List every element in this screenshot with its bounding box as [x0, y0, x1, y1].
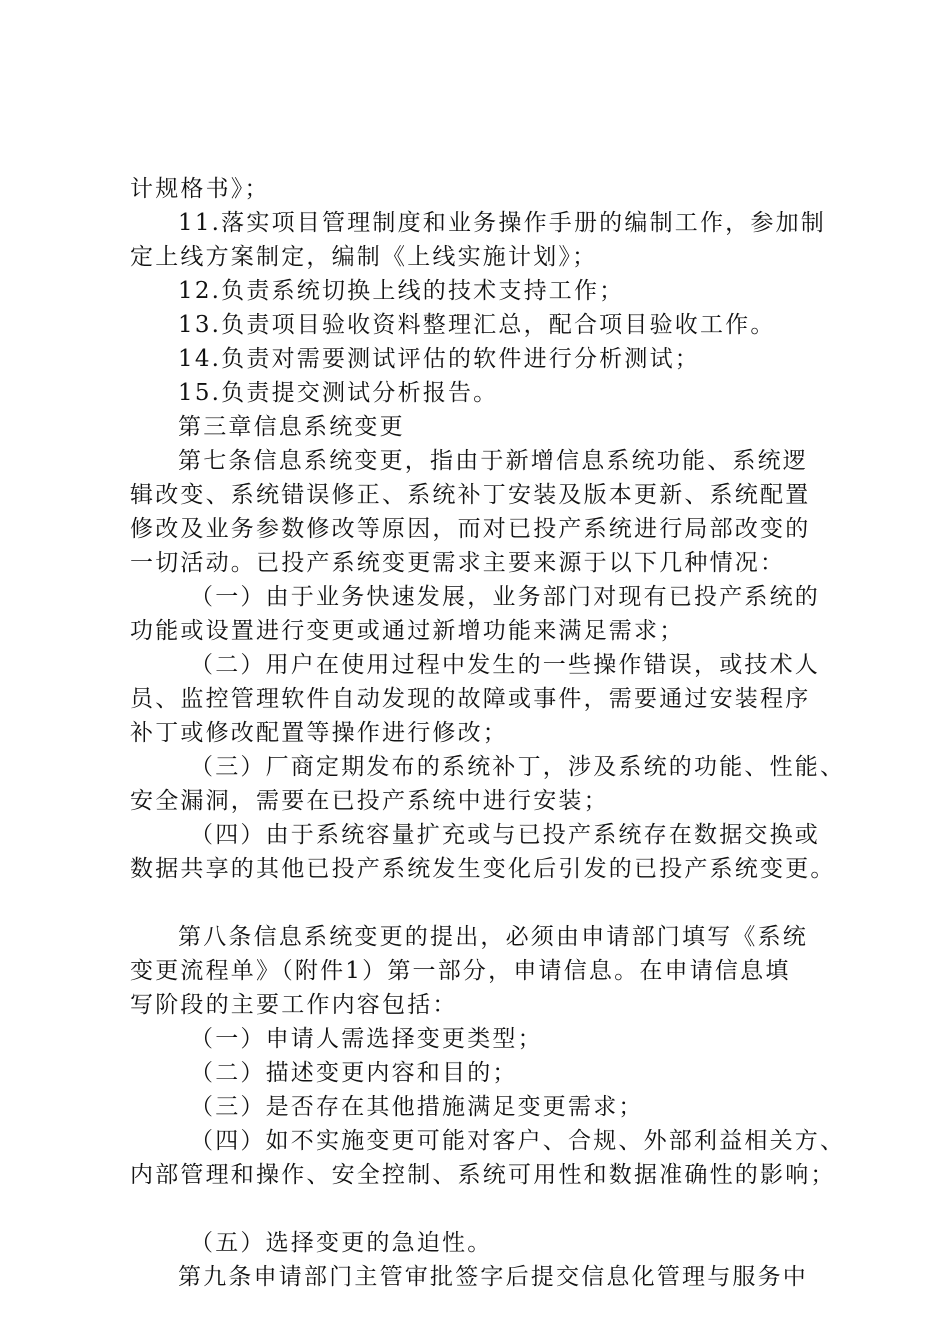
list-item: （三）厂商定期发布的系统补丁，涉及系统的功能、性能、 — [190, 754, 846, 780]
text-line: 13.负责项目验收资料整理汇总，配合项目验收工作。 — [178, 312, 776, 338]
list-item: （二）用户在使用过程中发生的一些操作错误，或技术人 — [190, 652, 820, 678]
article-9-line: 第九条申请部门主管审批签字后提交信息化管理与服务中 — [178, 1264, 808, 1290]
list-item: （四）如不实施变更可能对客户、合规、外部利益相关方、 — [190, 1128, 846, 1154]
text-line: 变更流程单》（附件1）第一部分，申请信息。在申请信息填 — [130, 958, 791, 984]
list-item: （四）由于系统容量扩充或与已投产系统存在数据交换或 — [190, 822, 820, 848]
text-line: 计规格书》； — [130, 176, 270, 202]
text-line: 修改及业务参数修改等原因，而对已投产系统进行局部改变的 — [130, 516, 811, 542]
article-8-line: 第八条信息系统变更的提出，必须由申请部门填写《系统 — [178, 924, 808, 950]
text-line: 定上线方案制定，编制《上线实施计划》； — [130, 244, 598, 270]
text-line: 15.负责提交测试分析报告。 — [178, 380, 499, 406]
chapter-heading: 第三章信息系统变更 — [178, 414, 405, 440]
paragraph-gap — [130, 886, 830, 920]
list-item: （五）选择变更的急迫性。 — [190, 1230, 493, 1256]
list-item: （三）是否存在其他措施满足变更需求； — [190, 1094, 644, 1120]
list-item: （一）申请人需选择变更类型； — [190, 1026, 543, 1052]
text-line: 员、监控管理软件自动发现的故障或事件，需要通过安装程序 — [130, 686, 811, 712]
text-line: 内部管理和操作、安全控制、系统可用性和数据准确性的影响； — [130, 1162, 836, 1188]
list-item: （一）由于业务快速发展，业务部门对现有已投产系统的 — [190, 584, 820, 610]
document-body — [130, 172, 846, 1294]
text-line: 11.落实项目管理制度和业务操作手册的编制工作，参加制 — [178, 210, 826, 236]
text-line: 功能或设置进行变更或通过新增功能来满足需求； — [130, 618, 685, 644]
text-line: 12.负责系统切换上线的技术支持工作； — [178, 278, 625, 304]
article-7-line: 第七条信息系统变更，指由于新增信息系统功能、系统逻 — [178, 448, 808, 474]
text-line: 14.负责对需要测试评估的软件进行分析测试； — [178, 346, 700, 372]
text-line: 安全漏洞，需要在已投产系统中进行安装； — [130, 788, 609, 814]
paragraph-gap — [130, 1192, 830, 1226]
text-line: 辑改变、系统错误修正、系统补丁安装及版本更新、系统配置 — [130, 482, 811, 508]
text-line: 数据共享的其他已投产系统发生变化后引发的已投产系统变更。 — [130, 856, 836, 882]
text-line: 写阶段的主要工作内容包括： — [130, 992, 458, 1018]
text-line: 一切活动。已投产系统变更需求主要来源于以下几种情况： — [130, 550, 786, 576]
text-line: 补丁或修改配置等操作进行修改； — [130, 720, 508, 746]
list-item: （二）描述变更内容和目的； — [190, 1060, 518, 1086]
